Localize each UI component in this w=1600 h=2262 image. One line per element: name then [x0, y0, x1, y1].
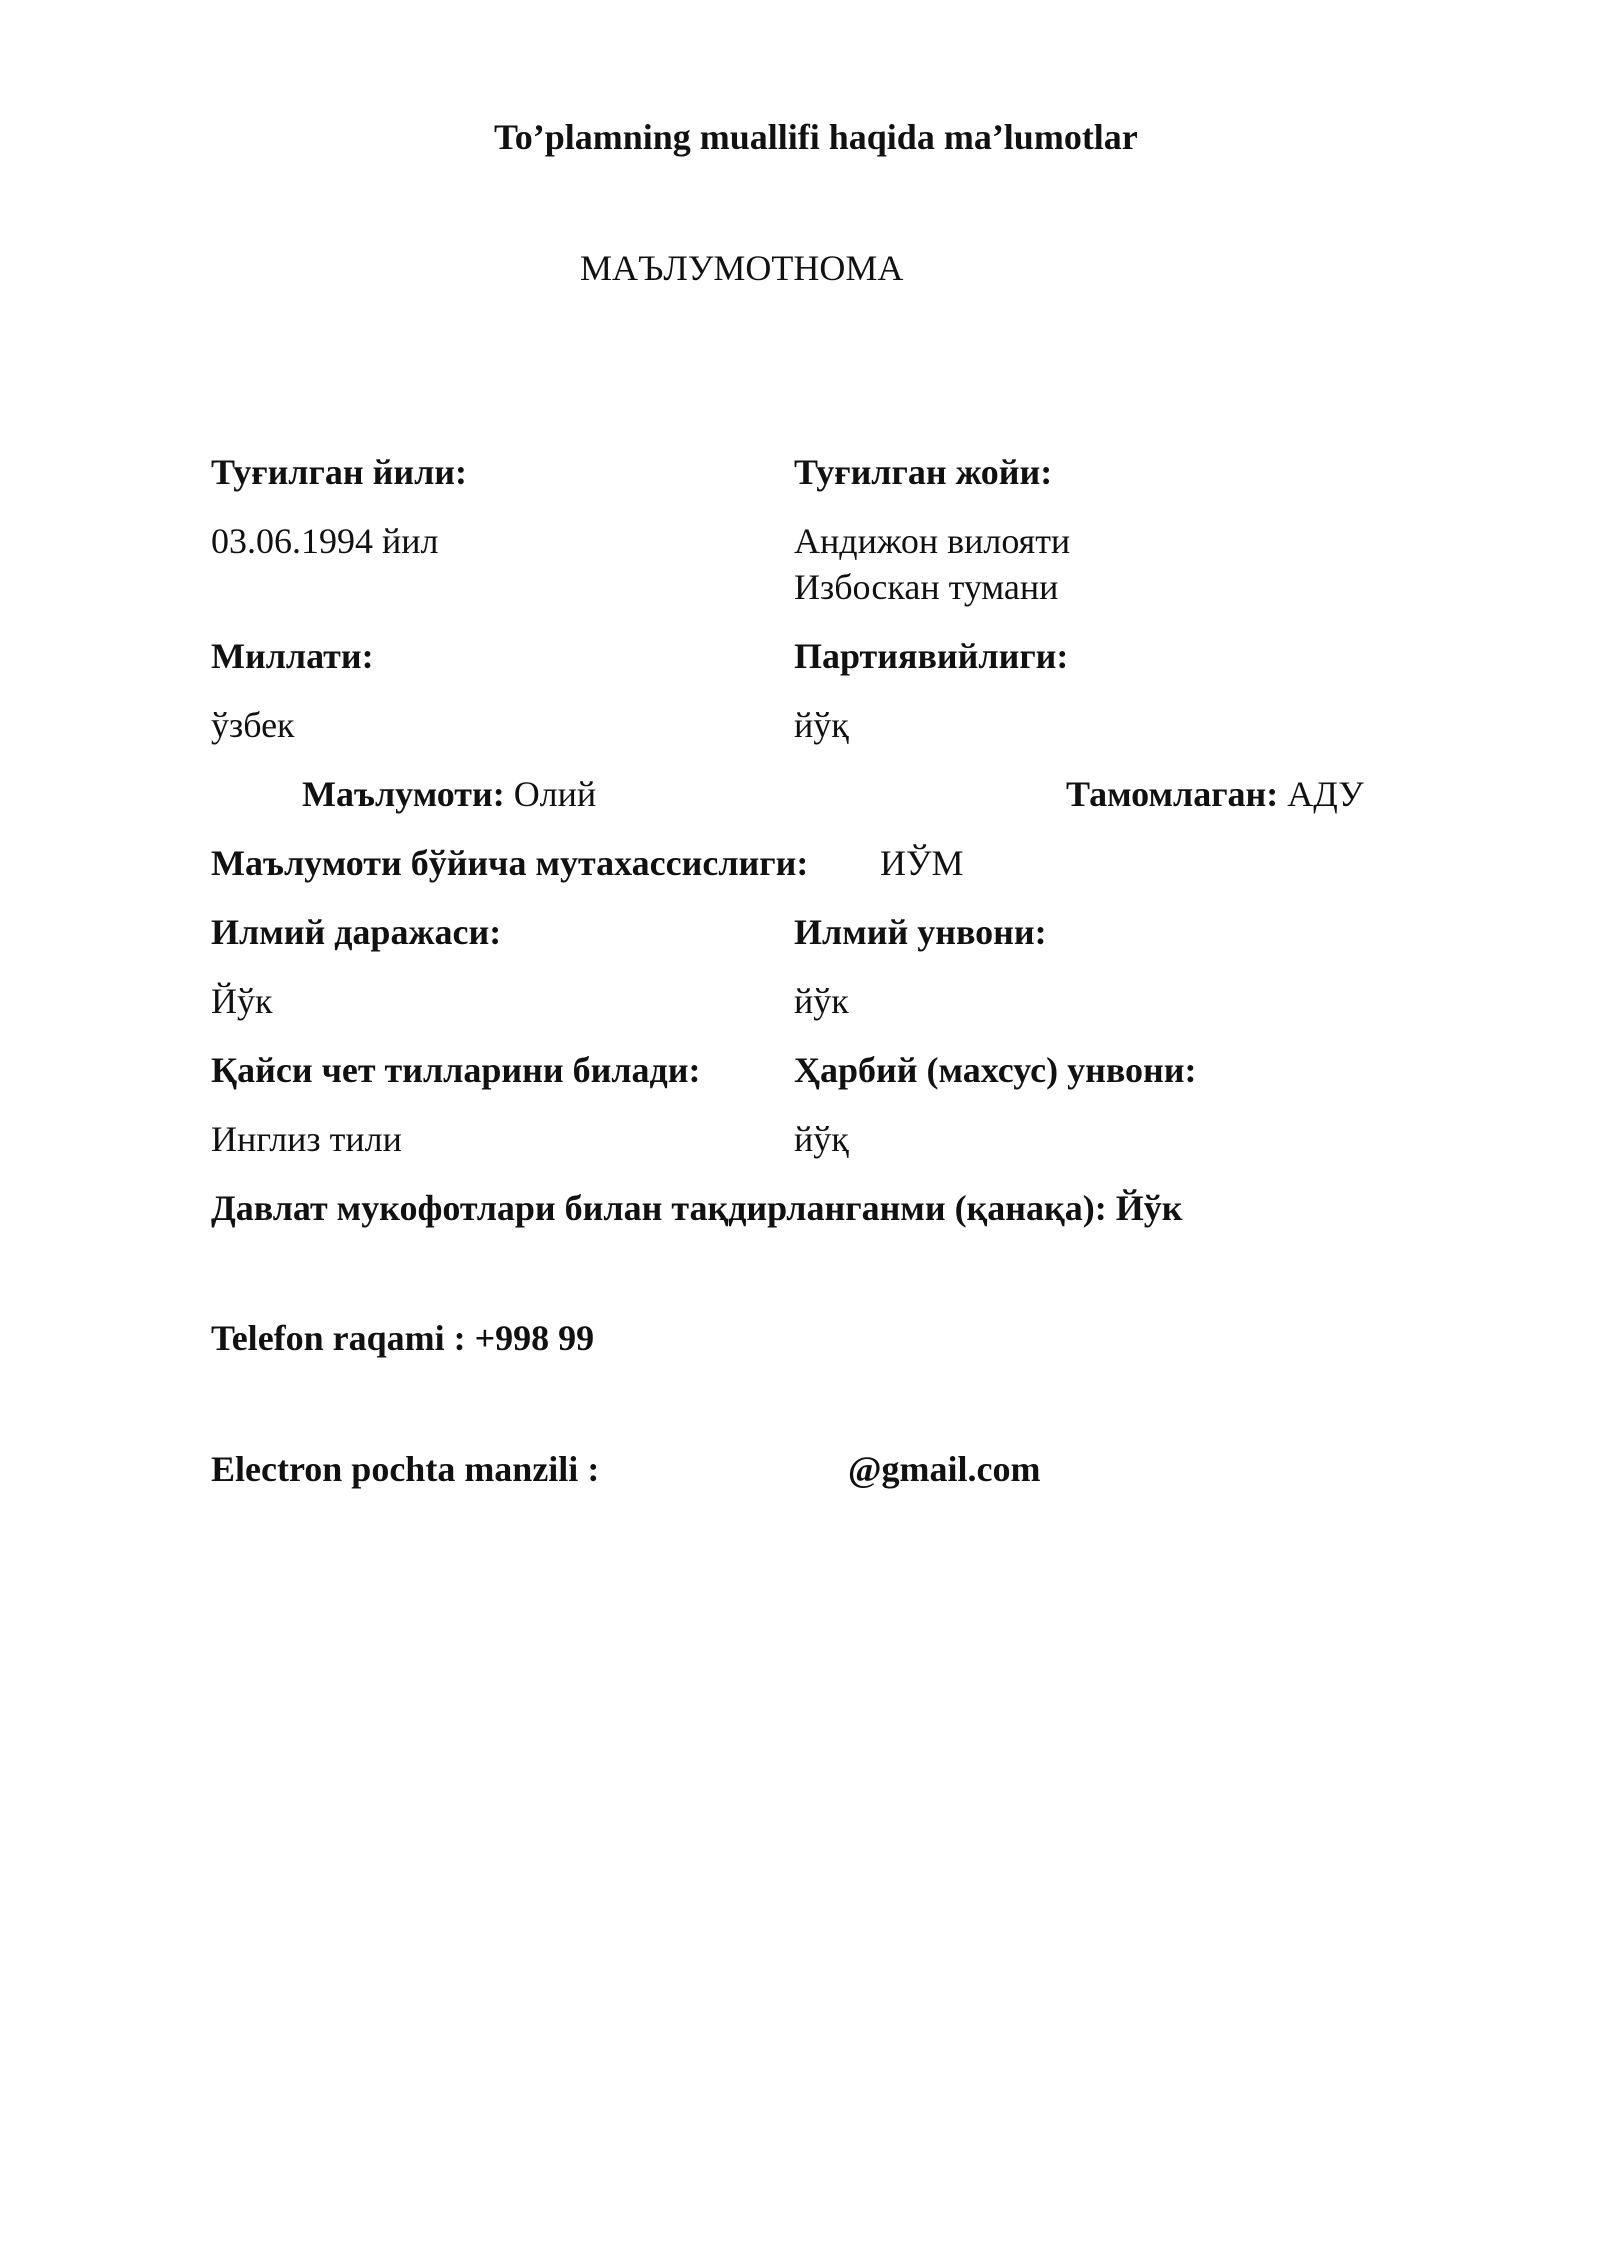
- graduated-label: Тамомлаган:: [1066, 774, 1279, 814]
- specialty-value: ИЎМ: [880, 843, 964, 883]
- military-rank-value: йўқ: [794, 1119, 849, 1159]
- awards-row: [211, 1185, 1183, 1231]
- academic-title-label: Илмий унвони:: [794, 912, 1047, 952]
- birth-year-label: Туғилган йили:: [211, 452, 468, 492]
- birth-year-value: 03.06.1994 йил: [211, 521, 439, 561]
- birth-place-line-1: Андижон вилояти: [794, 521, 1071, 561]
- birth-place-line-2: Избоскан тумани: [794, 567, 1059, 607]
- awards-value: Йўк: [1115, 1188, 1183, 1228]
- education-row: [302, 771, 596, 817]
- graduated-row: [1066, 771, 1364, 817]
- education-value: Олий: [513, 774, 597, 814]
- nationality-label: Миллати:: [211, 636, 374, 676]
- document-heading: To’plamning muallifi haqida ma’lumotlar: [494, 117, 1138, 157]
- phone-line: Telefon raqami : +998 99: [211, 1318, 595, 1358]
- education-label: Маълумоти:: [302, 774, 505, 814]
- degree-label: Илмий даражаси:: [211, 912, 502, 952]
- graduated-value: АДУ: [1287, 774, 1364, 814]
- document-title: МАЪЛУМОТНОМА: [580, 248, 904, 288]
- languages-value: Инглиз тили: [211, 1119, 402, 1159]
- awards-label: Давлат мукофотлари билан тақдирланганми (қанақа):: [211, 1188, 1107, 1228]
- birth-place-label: Туғилган жойи:: [794, 452, 1053, 492]
- party-value: йўқ: [794, 705, 849, 745]
- military-rank-label: Ҳарбий (махсус) унвони:: [794, 1050, 1197, 1090]
- degree-value: Йўк: [211, 981, 273, 1021]
- email-label: Electron pochta manzili :: [211, 1449, 600, 1489]
- nationality-value: ўзбек: [211, 705, 295, 745]
- email-value: @gmail.com: [848, 1449, 1041, 1489]
- languages-label: Қайси чет тилларини билади:: [211, 1050, 701, 1090]
- specialty-label: Маълумоти бўйича мутахассислиги:: [211, 843, 809, 883]
- academic-title-value: йўк: [794, 981, 849, 1021]
- party-label: Партиявийлиги:: [794, 636, 1069, 676]
